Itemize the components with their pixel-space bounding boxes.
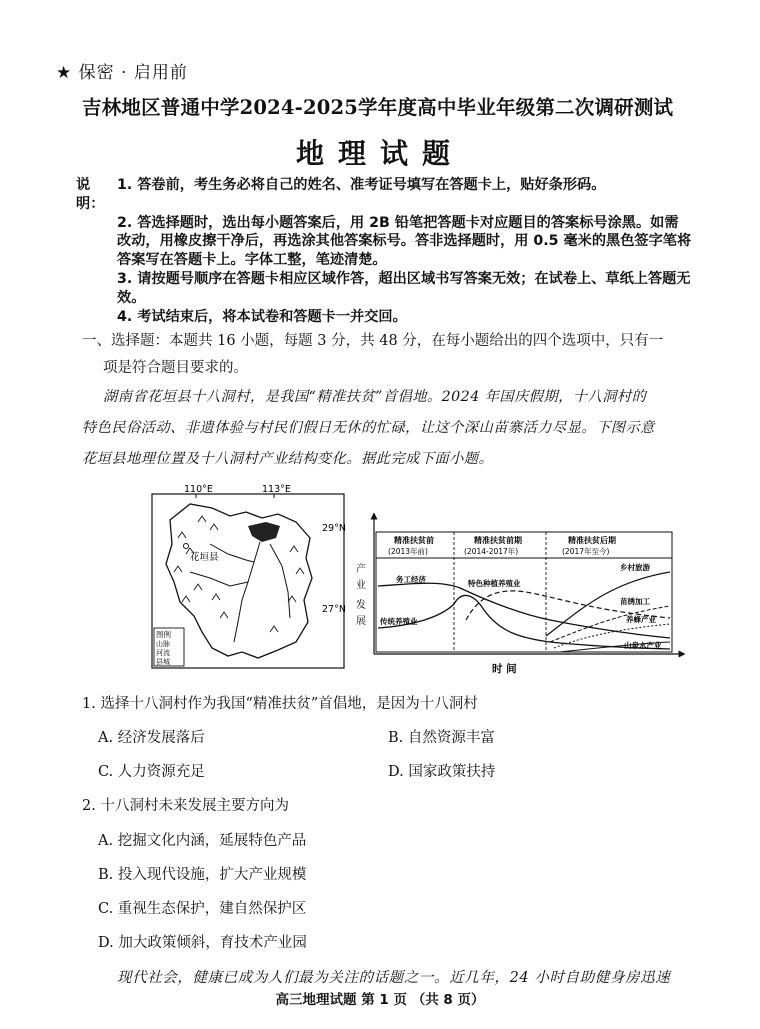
section-heading	[82, 328, 682, 382]
y-axis-label-char: 发	[356, 600, 366, 611]
instruction-item: 4. 考试结束后，将本试卷和答题卡一并交回。	[117, 308, 407, 325]
question-stem: 1. 选择十八洞村作为我国“精准扶贫”首倡地，是因为十八洞村	[82, 696, 478, 712]
material-line: 花垣县地理位置及十八洞村产业结构变化。据此完成下面小题。	[82, 451, 494, 467]
legend-title: 图例	[156, 630, 171, 639]
period-label: 精准扶贫后期	[568, 536, 616, 545]
period-years: (2014-2017年)	[464, 547, 519, 556]
river-line	[190, 572, 248, 586]
confidential-mark: ★ 保密 · 启用前	[56, 63, 188, 83]
option-c[interactable]: C. 人力资源充足	[98, 764, 205, 780]
option-d[interactable]: D. 国家政策扶持	[388, 764, 496, 780]
series-label: 山泉水产业	[624, 641, 662, 650]
instructions	[76, 176, 692, 326]
industry-chart	[350, 510, 690, 678]
subject-title: 地理试题	[295, 137, 464, 170]
instructions-label: 说明：	[76, 177, 105, 212]
exam-title: 吉林地区普通中学2024-2025学年度高中毕业年级第二次调研测试	[82, 96, 674, 119]
county-point	[184, 544, 189, 549]
period-years: (2013年前)	[388, 547, 428, 556]
material-paragraph	[82, 382, 682, 475]
y-axis-label-char: 业	[356, 580, 366, 591]
option-b[interactable]: B. 投入现代设施，扩大产业规模	[98, 867, 307, 883]
location-map	[150, 482, 348, 672]
legend-item: 山脉	[156, 640, 170, 648]
instruction-item: 2. 答选择题时，选出每小题答案后，用 2B 铅笔把答题卡对应题目的答案标号涂黑。如需改动，用橡皮擦干净后，再选涂其他答案标号。答非选择题时，用 0.5 毫米的黑色签字笔将答案写在答题卡上。字体工整，笔迹清楚。	[117, 214, 692, 269]
river-line	[270, 544, 290, 618]
period-label: 精准扶贫前期	[474, 536, 522, 545]
series-label: 务工经济	[396, 575, 426, 584]
series-line	[378, 583, 670, 638]
material-line: 特色民俗活动、非遗体验与村民们假日无休的忙碌，让这个深山苗寨活力尽显。下图示意	[82, 420, 655, 436]
option-a[interactable]: A. 经济发展落后	[98, 730, 205, 746]
page-number: 高三地理试题 第 1 页 （共 8 页）	[275, 992, 485, 1008]
series-label: 养蜂产业	[626, 615, 656, 624]
map-lat-29: 29°N	[322, 523, 346, 534]
legend-item: 县城	[156, 658, 170, 666]
option-d[interactable]: D. 加大政策倾斜，育技术产业园	[98, 935, 307, 951]
series-label: 乡村旅游	[620, 563, 650, 572]
question-stem: 2. 十八洞村未来发展主要方向为	[82, 798, 289, 814]
option-c[interactable]: C. 重视生态保护，建自然保护区	[98, 901, 307, 917]
y-axis-label-char: 展	[356, 616, 366, 627]
period-label: 精准扶贫前	[394, 536, 434, 545]
map-lat-27: 27°N	[322, 604, 346, 615]
map-lon-110: 110°E	[184, 484, 213, 495]
legend-item: 河流	[156, 649, 170, 657]
x-axis-label: 时 间	[492, 663, 517, 675]
series-label: 传统养殖业	[380, 617, 418, 626]
instruction-item: 3. 请按题号顺序在答题卡相应区域作答，超出区域书写答案无效；在试卷上、草纸上答题无效。	[117, 270, 691, 306]
option-b[interactable]: B. 自然资源丰富	[388, 730, 495, 746]
period-years: (2017年至今)	[562, 547, 610, 556]
next-material-line: 现代社会，健康已成为人们最为关注的话题之一。近几年，24 小时自助健身房迅速	[117, 970, 671, 986]
material-line: 湖南省花垣县十八洞村，是我国“精准扶贫”首倡地。2024 年国庆假期，十八洞村的	[103, 389, 647, 405]
province-outline	[166, 504, 312, 658]
instruction-item: 1. 答卷前，考生务必将自己的姓名、准考证号填写在答题卡上，贴好条形码。	[117, 177, 606, 193]
lake-shape	[248, 522, 280, 542]
option-a[interactable]: A. 挖掘文化内涵，延展特色产品	[98, 833, 307, 849]
series-label: 特色种植养殖业	[468, 579, 521, 588]
y-axis-label-char: 产	[356, 564, 366, 575]
map-county-label: 花垣县	[190, 552, 219, 563]
section-line: 一、选择题：本题共 16 小题，每题 3 分，共 48 分，在每小题给出的四个选项中，只有一	[82, 333, 664, 349]
series-label: 苗绣加工	[620, 597, 650, 606]
section-line: 项是符合题目要求的。	[103, 360, 248, 376]
map-lon-113: 113°E	[262, 484, 291, 495]
